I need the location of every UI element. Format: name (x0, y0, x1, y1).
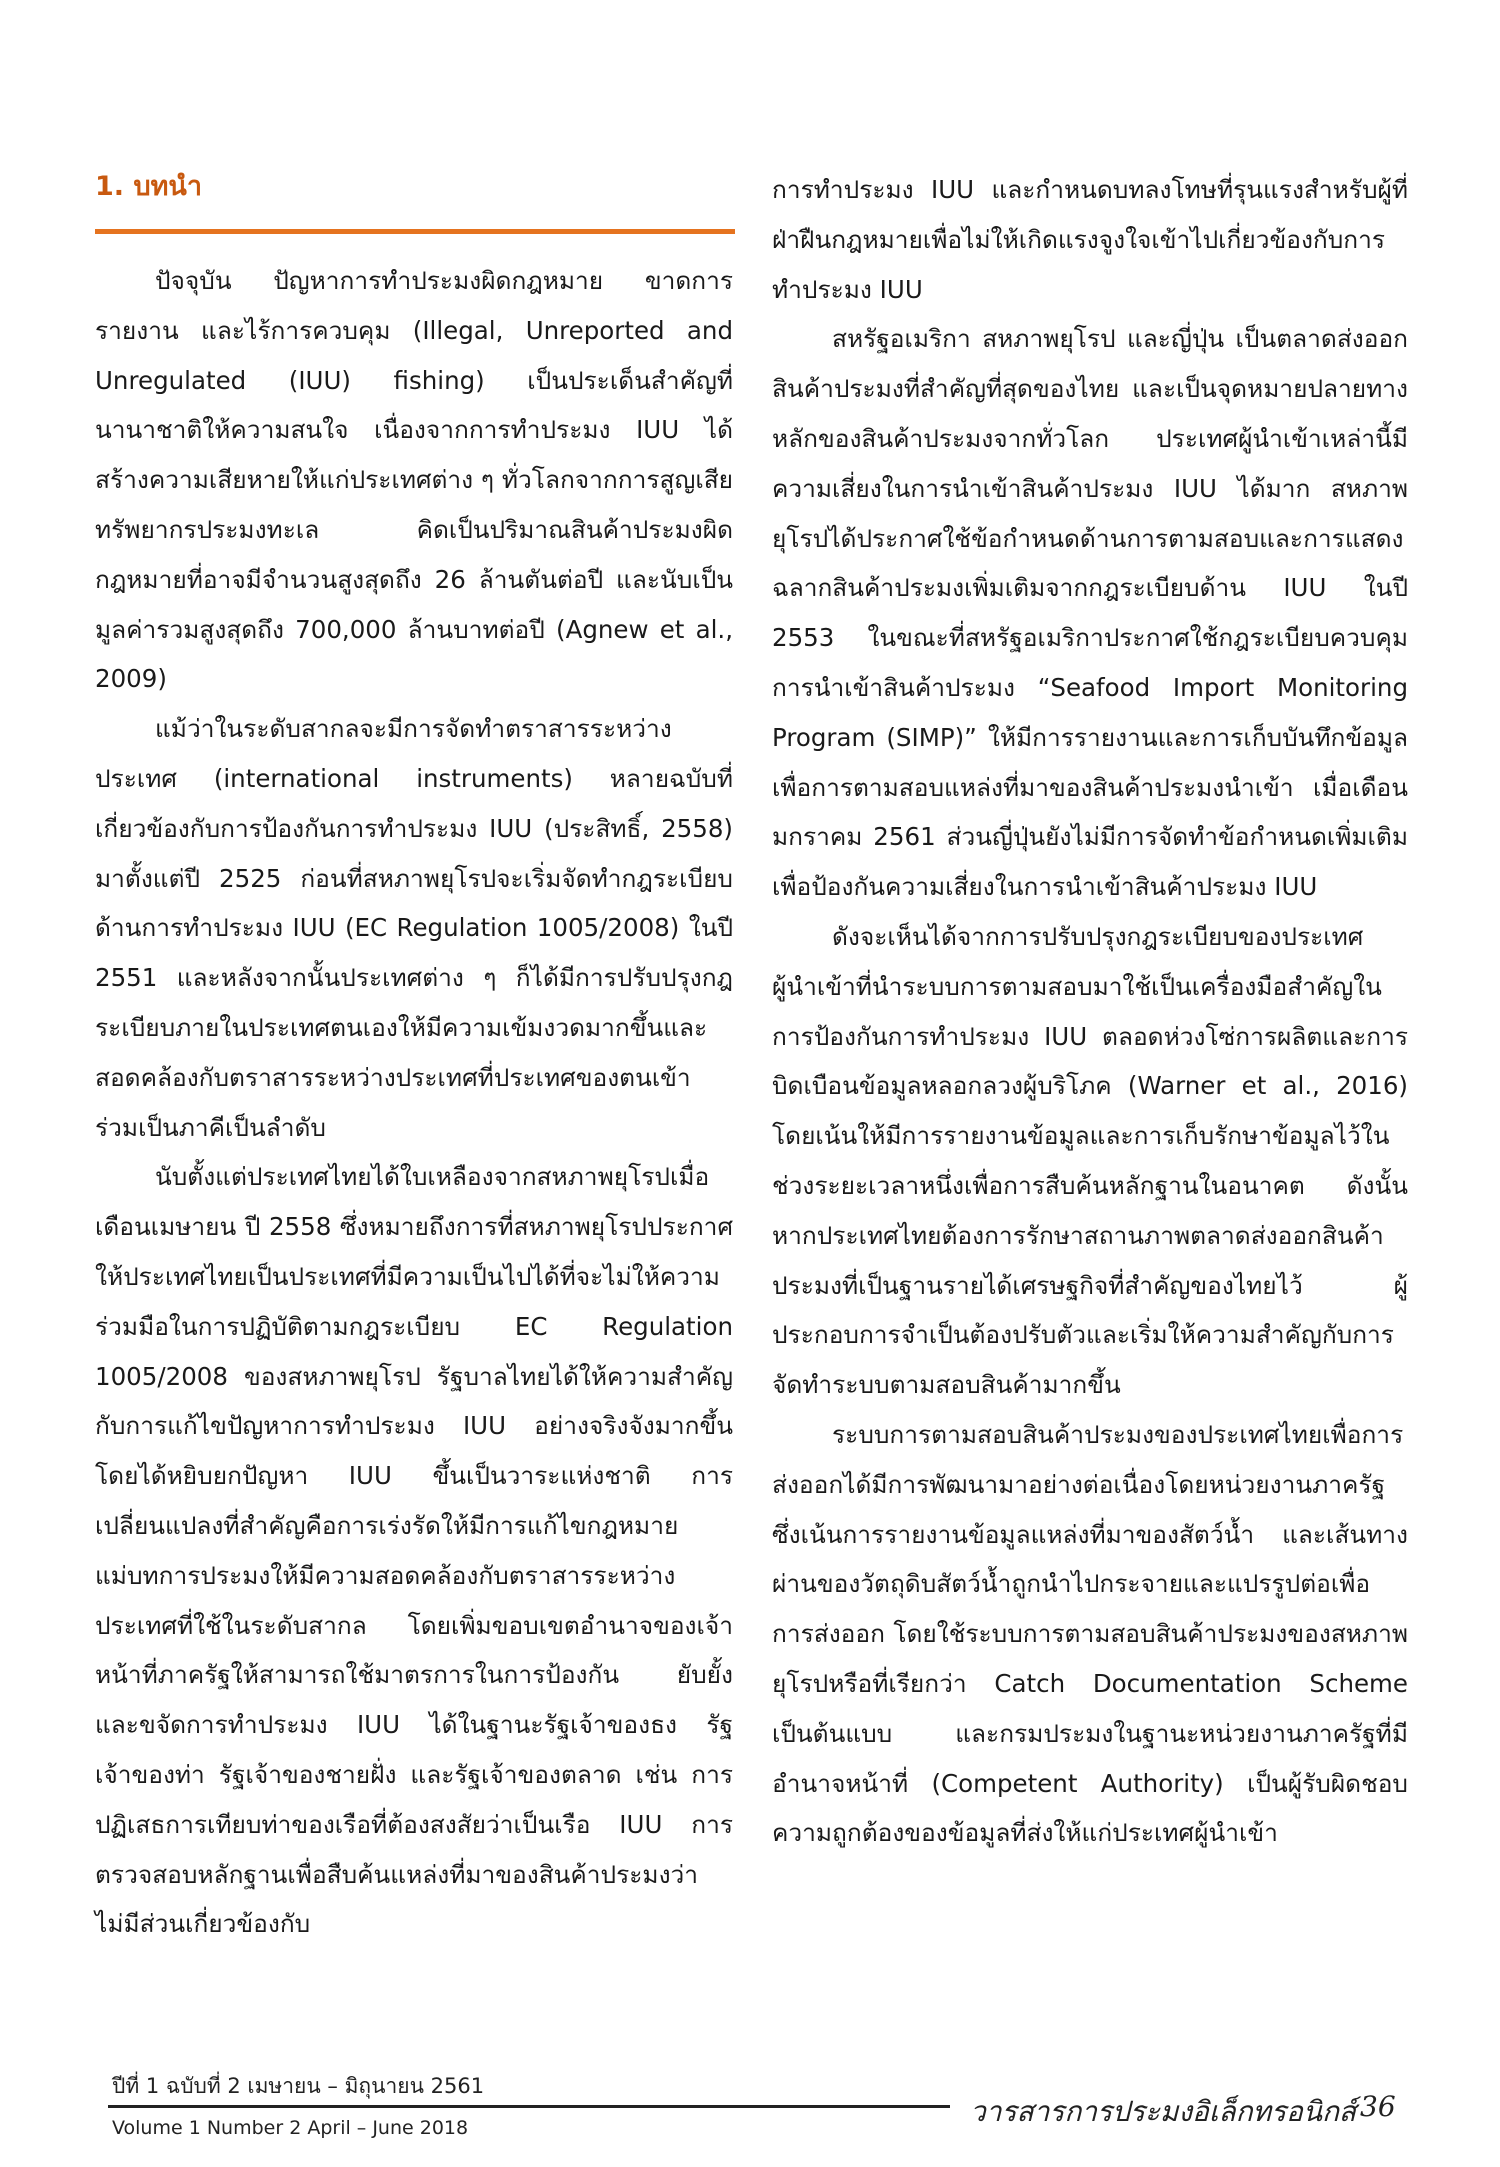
continued-paragraph: การทำประมง IUU และกำหนดบทลงโทษที่รุนแรงสำหรับผู้ที่ฝ่าฝืนกฎหมายเพื่อไม่ให้เกิดแรงจูงใจเข้าไปเกี่ยวข้องกับการทำประมง IUU (772, 175, 1408, 304)
intro-paragraph-5: ดังจะเห็นได้จากการปรับปรุงกฎระเบียบของประเทศผู้นำเข้าที่นำระบบการตามสอบมาใช้เป็นเครื่องมือสำคัญในการป้องกันการทำประมง IUU ตลอดห่วงโซ่การผลิตและการบิดเบือนข้อมูลหลอกลวงผู้บริโภค (Warner et al., 2016) โดยเน้นให้มีการรายงานข้อมูลและการเก็บรักษาข้อมูลไว้ในช่วงระยะเวลาหนึ่งเพื่อการสืบค้นหลักฐานในอนาคต ดังนั้น หากประเทศไทยต้องการรักษาสถานภาพตลาดส่งออกสินค้าประมงที่เป็นฐานรายได้เศรษฐกิจที่สำคัญของไทยไว้ ผู้ประกอบการจำเป็นต้องปรับตัวและเริ่มให้ความสำคัญกับการจัดทำระบบตามสอบสินค้ามากขึ้น (772, 921, 1408, 1400)
footer-issue-thai: ปีที่ 1 ฉบับที่ 2 เมษายน – มิถุนายน 2561 (112, 2074, 485, 2098)
intro-paragraph-1: ปัจจุบัน ปัญหาการทำประมงผิดกฎหมาย ขาดการรายงาน และไร้การควบคุม (Illegal, Unreported and Unregulated (IUU) fishing) เป็นประเด็นสำคัญที่นานาชาติให้ความสนใจ เนื่องจากการทำประมง IUU ได้สร้างความเสียหายให้แก่ประเทศต่าง ๆ ทั่วโลกจากการสูญเสียทรัพยากรประมงทะเล คิดเป็นปริมาณสินค้าประมงผิดกฎหมายที่อาจมีจำนวนสูงสุดถึง 26 ล้านตันต่อปี และนับเป็นมูลค่ารวมสูงสุดถึง 700,000 ล้านบาทต่อปี (Agnew et al., 2009) (95, 266, 734, 694)
left-column (95, 165, 733, 1949)
intro-paragraph-4: สหรัฐอเมริกา สหภาพยุโรป และญี่ปุ่น เป็นตลาดส่งออกสินค้าประมงที่สำคัญที่สุดของไทย และเป็นจุดหมายปลายทางหลักของสินค้าประมงจากทั่วโลก ประเทศผู้นำเข้าเหล่านี้มีความเสี่ยงในการนำเข้าสินค้าประมง IUU ได้มาก สหภาพยุโรปได้ประกาศใช้ข้อกำหนดด้านการตามสอบและการแสดงฉลากสินค้าประมงเพิ่มเติมจากกฎระเบียบด้าน IUU ในปี 2553 ในขณะที่สหรัฐอเมริกาประกาศใช้กฎระเบียบควบคุมการนำเข้าสินค้าประมง “Seafood Import Monitoring Program (SIMP)” ให้มีการรายงานและการเก็บบันทึกข้อมูลเพื่อการตามสอบแหล่งที่มาของสินค้าประมงนำเข้า เมื่อเดือนมกราคม 2561 ส่วนญี่ปุ่นยังไม่มีการจัดทำข้อกำหนดเพิ่มเติมเพื่อป้องกันความเสี่ยงในการนำเข้าสินค้าประมง IUU (772, 324, 1408, 902)
heading-underline (95, 229, 735, 234)
intro-paragraph-3: นับตั้งแต่ประเทศไทยได้ใบเหลืองจากสหภาพยุโรปเมื่อเดือนเมษายน ปี 2558 ซึ่งหมายถึงการที่สหภาพยุโรปประกาศให้ประเทศไทยเป็นประเทศที่มีความเป็นไปได้ที่จะไม่ให้ความร่วมมือในการปฏิบัติตามกฎระเบียบ EC Regulation 1005/2008 ของสหภาพยุโรป รัฐบาลไทยได้ให้ความสำคัญกับการแก้ไขปัญหาการทำประมง IUU อย่างจริงจังมากขึ้น โดยได้หยิบยกปัญหา IUU ขึ้นเป็นวาระแห่งชาติ การเปลี่ยนแปลงที่สำคัญคือการเร่งรัดให้มีการแก้ไขกฎหมายแม่บทการประมงให้มีความสอดคล้องกับตราสารระหว่างประเทศที่ใช้ในระดับสากล โดยเพิ่มขอบเขตอำนาจของเจ้าหน้าที่ภาครัฐให้สามารถใช้มาตรการในการป้องกัน ยับยั้ง และขจัดการทำประมง IUU ได้ในฐานะรัฐเจ้าของธง รัฐเจ้าของท่า รัฐเจ้าของชายฝั่ง และรัฐเจ้าของตลาด เช่น การปฏิเสธการเทียบท่าของเรือที่ต้องสงสัยว่าเป็นเรือ IUU การตรวจสอบหลักฐานเพื่อสืบค้นแหล่งที่มาของสินค้าประมงว่าไม่มีส่วนเกี่ยวข้องกับ (95, 1162, 733, 1939)
page-number: 36 (1360, 2090, 1396, 2123)
right-column (772, 165, 1408, 1858)
footer-issue-english: Volume 1 Number 2 April – June 2018 (112, 2117, 469, 2139)
intro-paragraph-2: แม้ว่าในระดับสากลจะมีการจัดทำตราสารระหว่างประเทศ (international instruments) หลายฉบับที่เกี่ยวข้องกับการป้องกันการทำประมง IUU (ประสิทธิ์, 2558) มาตั้งแต่ปี 2525 ก่อนที่สหภาพยุโรปจะเริ่มจัดทำกฎระเบียบด้านการทำประมง IUU (EC Regulation 1005/2008) ในปี 2551 และหลังจากนั้นประเทศต่าง ๆ ก็ได้มีการปรับปรุงกฎระเบียบภายในประเทศตนเองให้มีความเข้มงวดมากขึ้นและสอดคล้องกับตราสารระหว่างประเทศที่ประเทศของตนเข้าร่วมเป็นภาคีเป็นลำดับ (95, 714, 733, 1142)
footer-divider (108, 2105, 950, 2108)
section-heading: 1. บทนำ (95, 171, 202, 202)
journal-title: วารสารการประมงอิเล็กทรอนิกส์ (970, 2095, 1357, 2128)
intro-paragraph-6: ระบบการตามสอบสินค้าประมงของประเทศไทยเพื่อการส่งออกได้มีการพัฒนามาอย่างต่อเนื่องโดยหน่วยงานภาครัฐ ซึ่งเน้นการรายงานข้อมูลแหล่งที่มาของสัตว์น้ำ และเส้นทางผ่านของวัตถุดิบสัตว์น้ำถูกนำไปกระจายและแปรรูปต่อเพื่อการส่งออก โดยใช้ระบบการตามสอบสินค้าประมงของสหภาพยุโรปหรือที่เรียกว่า Catch Documentation Scheme เป็นต้นแบบ และกรมประมงในฐานะหน่วยงานภาครัฐที่มีอำนาจหน้าที่ (Competent Authority) เป็นผู้รับผิดชอบความถูกต้องของข้อมูลที่ส่งให้แก่ประเทศผู้นำเข้า (772, 1419, 1408, 1848)
